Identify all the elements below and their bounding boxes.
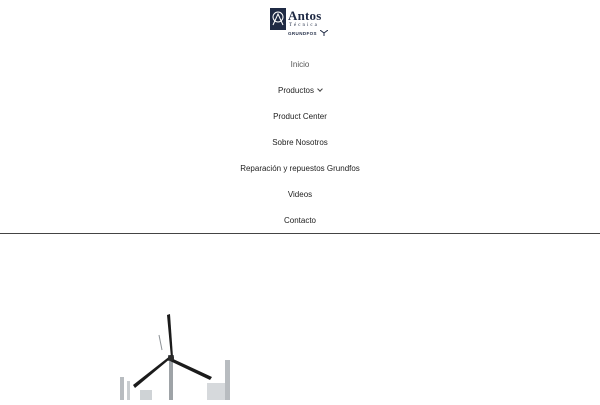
nav-item-label: Inicio (290, 60, 310, 69)
nav-item-label: Product Center (273, 112, 327, 121)
header-divider (0, 233, 600, 234)
nav-item-label: Contacto (283, 216, 317, 225)
nav-item-contacto[interactable] (0, 216, 600, 226)
wind-turbine-icon (110, 305, 250, 400)
nav-item-label: Sobre Nosotros (272, 138, 328, 147)
hero-image (110, 305, 250, 400)
logo-emblem-icon (270, 8, 286, 30)
logo-partner: GRUNDFOS (288, 31, 317, 36)
chevron-down-icon (317, 86, 323, 92)
logo-tagline: Técnica (289, 23, 319, 28)
grundfos-mark-icon (320, 30, 328, 36)
nav-item-inicio[interactable] (0, 60, 600, 70)
nav-item-sobre-nosotros[interactable] (0, 138, 600, 148)
nav-item-product-center[interactable] (0, 112, 600, 122)
nav-item-productos[interactable] (0, 86, 600, 96)
site-logo[interactable] (270, 8, 328, 40)
logo-name: Antos (288, 8, 322, 23)
nav-item-videos[interactable] (0, 190, 600, 200)
nav-item-label: Videos (287, 190, 313, 199)
nav-item-label: Reparación y repuestos Grundfos (240, 164, 360, 173)
nav-item-reparacion[interactable] (0, 164, 600, 174)
nav-item-label: Productos (277, 86, 315, 95)
